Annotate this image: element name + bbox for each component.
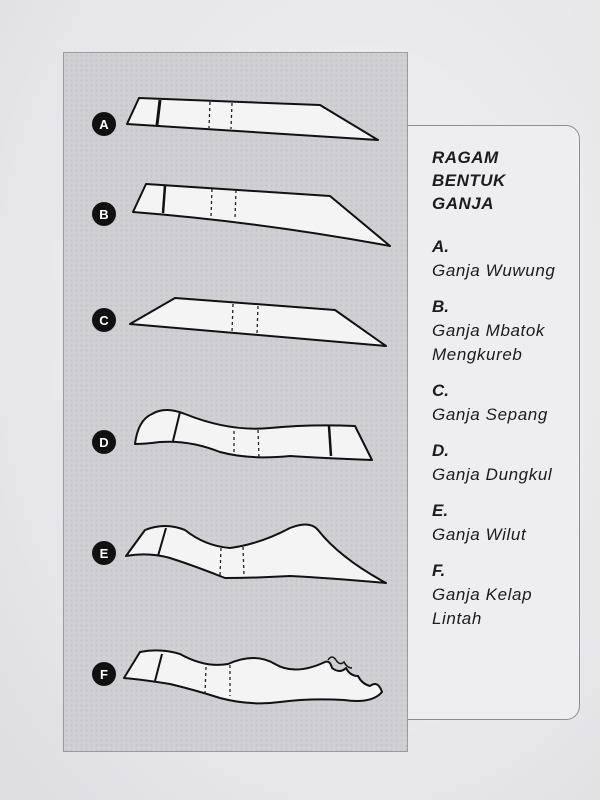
legend-item-b bbox=[432, 295, 582, 367]
legend-item-letter: A. bbox=[432, 237, 449, 256]
legend-item-name: Ganja Sepang bbox=[432, 405, 548, 424]
legend-item-d bbox=[432, 439, 582, 487]
badge-b bbox=[92, 202, 116, 226]
legend-item-name: Ganja Wilut bbox=[432, 525, 527, 544]
badge-f bbox=[92, 662, 116, 686]
shape-b bbox=[133, 184, 390, 246]
badge-e bbox=[92, 541, 116, 565]
legend-item-letter: E. bbox=[432, 501, 449, 520]
legend bbox=[432, 146, 582, 643]
legend-title bbox=[432, 146, 582, 215]
legend-item-name: Ganja Dungkul bbox=[432, 465, 553, 484]
badge-e-label: E bbox=[99, 546, 109, 561]
badge-f-label: F bbox=[100, 667, 108, 682]
badge-d-label: D bbox=[99, 435, 109, 450]
legend-item-letter: B. bbox=[432, 297, 449, 316]
legend-item-c bbox=[432, 379, 582, 427]
badge-c bbox=[92, 308, 116, 332]
legend-title-line: GANJA bbox=[432, 194, 495, 213]
legend-item-letter: F. bbox=[432, 561, 446, 580]
shape-c bbox=[130, 298, 386, 346]
badge-d bbox=[92, 430, 116, 454]
shape-f bbox=[124, 650, 382, 703]
legend-title-line: BENTUK bbox=[432, 171, 506, 190]
legend-item-e bbox=[432, 499, 582, 547]
badge-c-label: C bbox=[99, 313, 109, 328]
legend-item-letter: D. bbox=[432, 441, 449, 460]
legend-item-name: Ganja Kelap bbox=[432, 585, 533, 604]
legend-item-name: Ganja Mbatok bbox=[432, 321, 546, 340]
legend-item-a bbox=[432, 235, 582, 283]
badge-a bbox=[92, 112, 116, 136]
legend-item-letter: C. bbox=[432, 381, 449, 400]
badge-a-label: A bbox=[99, 117, 109, 132]
legend-item-name: Ganja Wuwung bbox=[432, 261, 556, 280]
badge-b-label: B bbox=[99, 207, 109, 222]
shape-a bbox=[127, 98, 378, 140]
legend-item-f bbox=[432, 559, 582, 631]
shape-e bbox=[126, 524, 386, 583]
shape-d bbox=[135, 410, 372, 460]
legend-title-line: RAGAM bbox=[432, 148, 499, 167]
legend-item-name: Mengkureb bbox=[432, 345, 523, 364]
legend-item-name: Lintah bbox=[432, 609, 482, 628]
